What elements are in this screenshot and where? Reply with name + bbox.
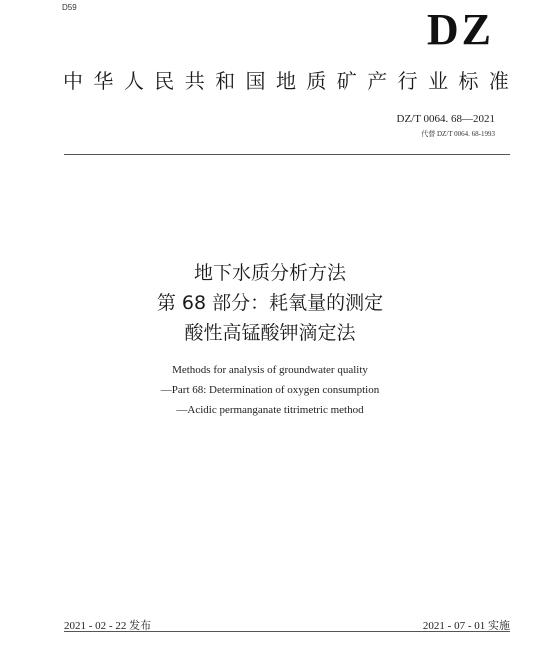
- chinese-title-line-3: 酸性高锰酸钾滴定法: [184, 322, 356, 344]
- classification-code: D59: [62, 3, 77, 12]
- title-char: 共: [184, 69, 205, 93]
- title-char: 产: [367, 69, 388, 93]
- standard-number: DZ/T 0064. 68—2021: [396, 113, 495, 125]
- title-char: 中: [63, 69, 83, 93]
- standard-category-title: [63, 65, 509, 94]
- implementation-date: 2021 - 07 - 01 实施: [422, 620, 510, 632]
- title-char: 行: [397, 69, 418, 93]
- replaces-standard: 代替 DZ/T 0064. 68-1993: [421, 130, 495, 138]
- top-divider: [64, 154, 510, 155]
- title-char: 民: [154, 69, 175, 93]
- title-char: 和: [215, 69, 236, 93]
- bottom-divider: [64, 631, 510, 632]
- dz-logo: DZ: [426, 5, 494, 54]
- title-char: 国: [245, 69, 266, 93]
- issue-date: 2021 - 02 - 22 发布: [64, 620, 152, 632]
- english-title-line-3: —Acidic permanganate titrimetric method: [176, 404, 364, 416]
- title-char: 准: [488, 69, 509, 93]
- english-title-line-1: Methods for analysis of groundwater quality: [172, 364, 368, 376]
- title-char: 华: [93, 69, 114, 93]
- title-char: 业: [428, 69, 449, 93]
- title-char: 地: [275, 69, 296, 93]
- chinese-title-line-2: 第 68 部分：耗氧量的测定: [156, 292, 384, 314]
- chinese-title-line-1: 地下水质分析方法: [193, 262, 346, 284]
- title-char: 人: [123, 69, 144, 93]
- title-char: 矿: [336, 69, 357, 93]
- english-title-line-2: —Part 68: Determination of oxygen consumption: [160, 384, 380, 396]
- title-char: 标: [458, 69, 479, 93]
- title-char: 质: [306, 69, 327, 93]
